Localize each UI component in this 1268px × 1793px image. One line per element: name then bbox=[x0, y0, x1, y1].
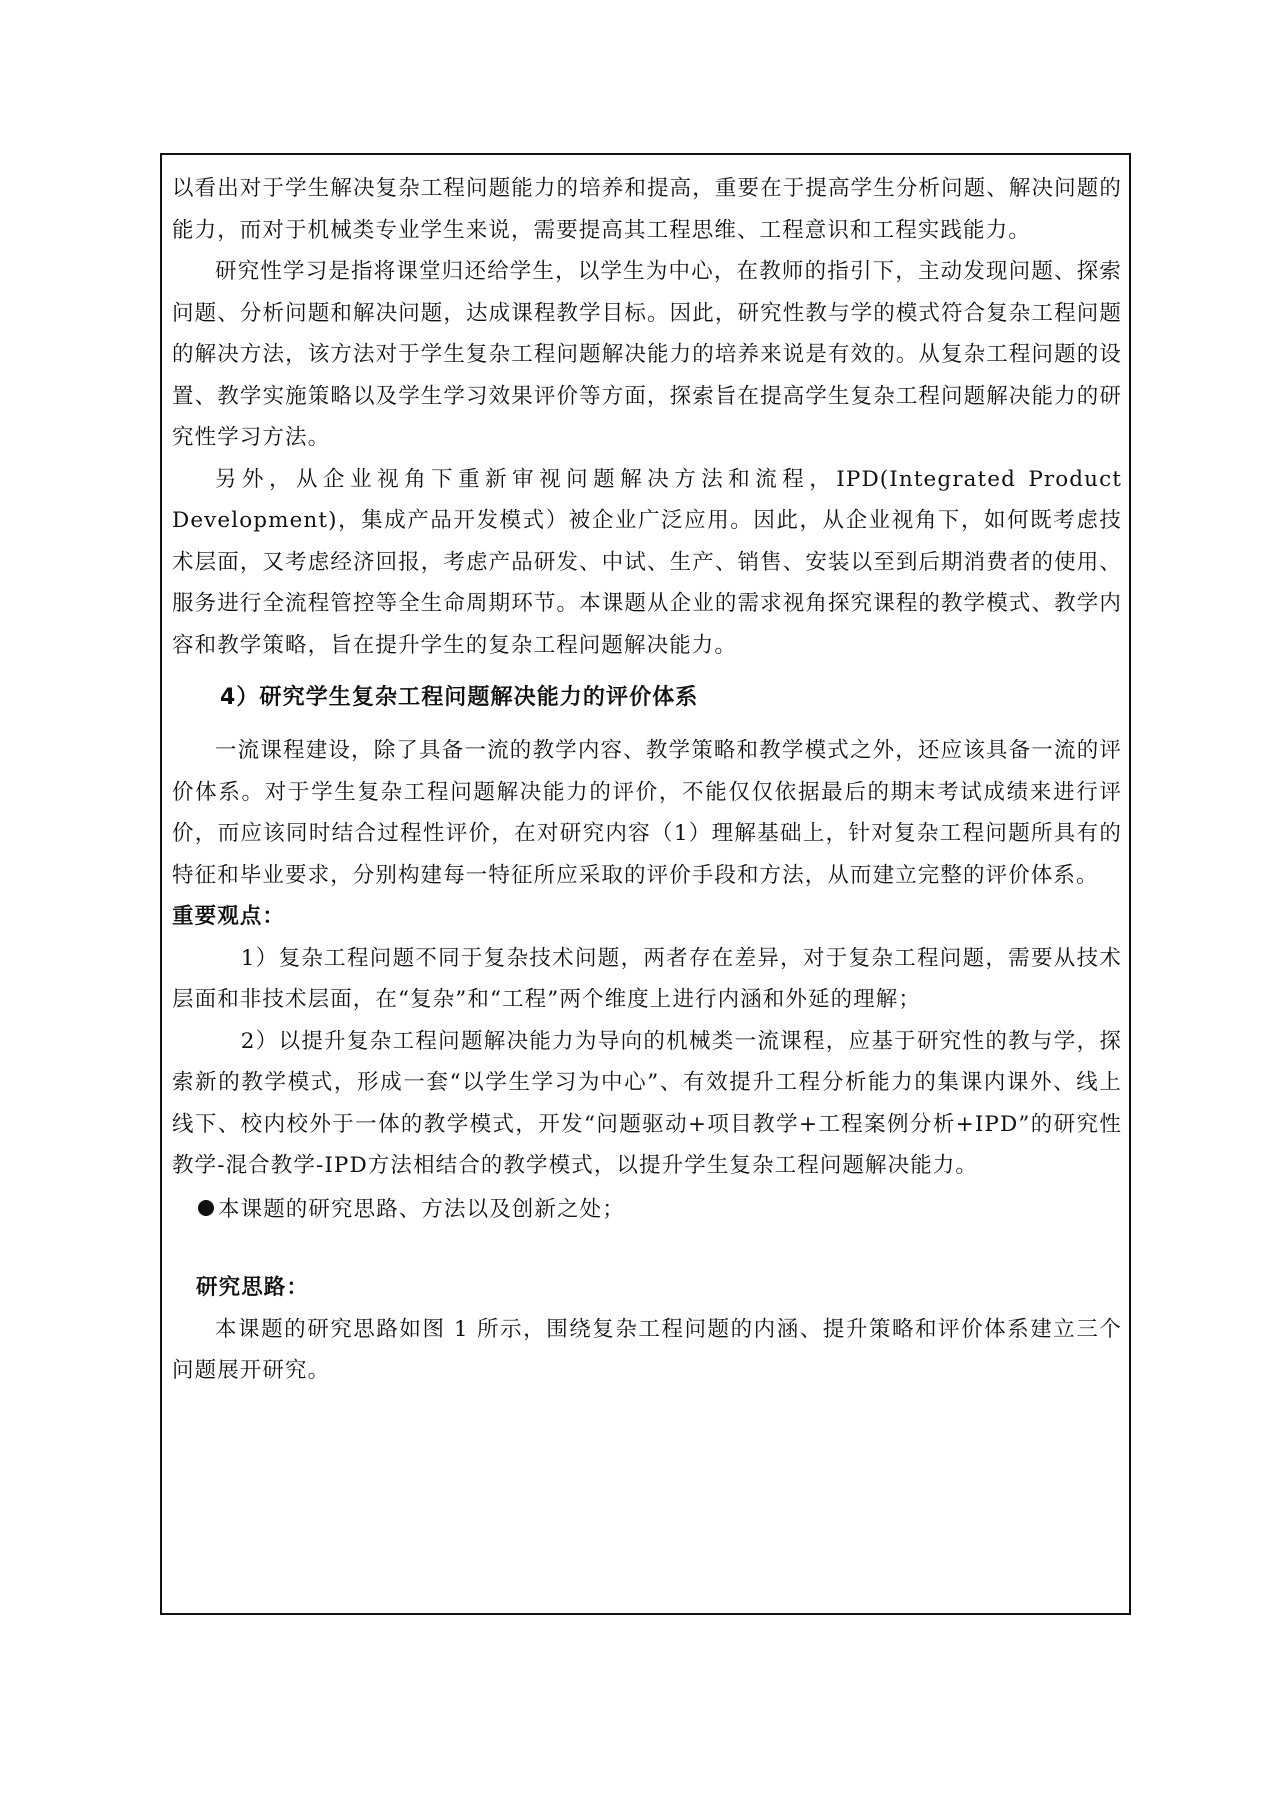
paragraph-research-approach: 本课题的研究思路如图 1 所示，围绕复杂工程问题的内涵、提升策略和评价体系建立三个问题展开研究。 bbox=[172, 1316, 1122, 1383]
key-points-label: 重要观点： bbox=[172, 904, 286, 929]
key-point-1: 1）复杂工程问题不同于复杂技术问题，两者存在差异，对于复杂工程问题，需要从技术层面和非技术层面，在“复杂”和“工程”两个维度上进行内涵和外延的理解； bbox=[172, 945, 1122, 1012]
paragraph-evaluation: 一流课程建设，除了具备一流的教学内容、教学策略和教学模式之外，还应该具备一流的评价体系。对于学生复杂工程问题解决能力的评价，不能仅仅依据最后的期末考试成绩来进行评价，而应该同时结合过程性评价，在对研究内容（1）理解基础上，针对复杂工程问题所具有的特征和毕业要求，分别构建每一特征所应采取的评价手段和方法，从而建立完整的评价体系。 bbox=[172, 738, 1122, 888]
research-approach-label: 研究思路： bbox=[196, 1275, 310, 1300]
spacer bbox=[172, 1230, 1122, 1267]
paragraph-research-learning: 研究性学习是指将课堂归还给学生，以学生为中心，在教师的指引下，主动发现问题、探索问题、分析问题和解决问题，达成课程教学目标。因此，研究性教与学的模式符合复杂工程问题的解决方法，该方法对于学生复杂工程问题解决能力的培养来说是有效的。从复杂工程问题的设置、教学实施策略以及学生学习效果评价等方面，探索旨在提高学生复杂工程问题解决能力的研究性学习方法。 bbox=[172, 259, 1122, 450]
bullet-dot-icon bbox=[198, 1200, 214, 1216]
bullet-text: 本课题的研究思路、方法以及创新之处； bbox=[218, 1196, 625, 1222]
bullet-item bbox=[172, 1189, 1122, 1231]
paragraph-intro: 以看出对于学生解决复杂工程问题能力的培养和提高，重要在于提高学生分析问题、解决问题的能力，而对于机械类专业学生来说，需要提高其工程思维、工程意识和工程实践能力。 bbox=[172, 176, 1122, 243]
paragraph-ipd: 另外，从企业视角下重新审视问题解决方法和流程，IPD(Integrated Product Development)，集成产品开发模式）被企业广泛应用。因此，从企业视角下，如何既考虑技术层面，又考虑经济回报，考虑产品研发、中试、生产、销售、安装以至到后期消费者的使用、服务进行全流程管控等全生命周期环节。本课题从企业的需求视角探究课程的教学模式、教学内容和教学策略，旨在提升学生的复杂工程问题解决能力。 bbox=[172, 466, 1122, 658]
key-point-2: 2）以提升复杂工程问题解决能力为导向的机械类一流课程，应基于研究性的教与学，探索新的教学模式，形成一套“以学生学习为中心”、有效提升工程分析能力的集课内课外、线上线下、校内校外于一体的教学模式，开发“问题驱动+项目教学+工程案例分析+IPD”的研究性教学-混合教学-IPD方法相结合的教学模式，以提升学生复杂工程问题解决能力。 bbox=[172, 1028, 1122, 1178]
section-heading-evaluation: 4）研究学生复杂工程问题解决能力的评价体系 bbox=[220, 685, 699, 710]
document-body bbox=[172, 168, 1122, 1392]
